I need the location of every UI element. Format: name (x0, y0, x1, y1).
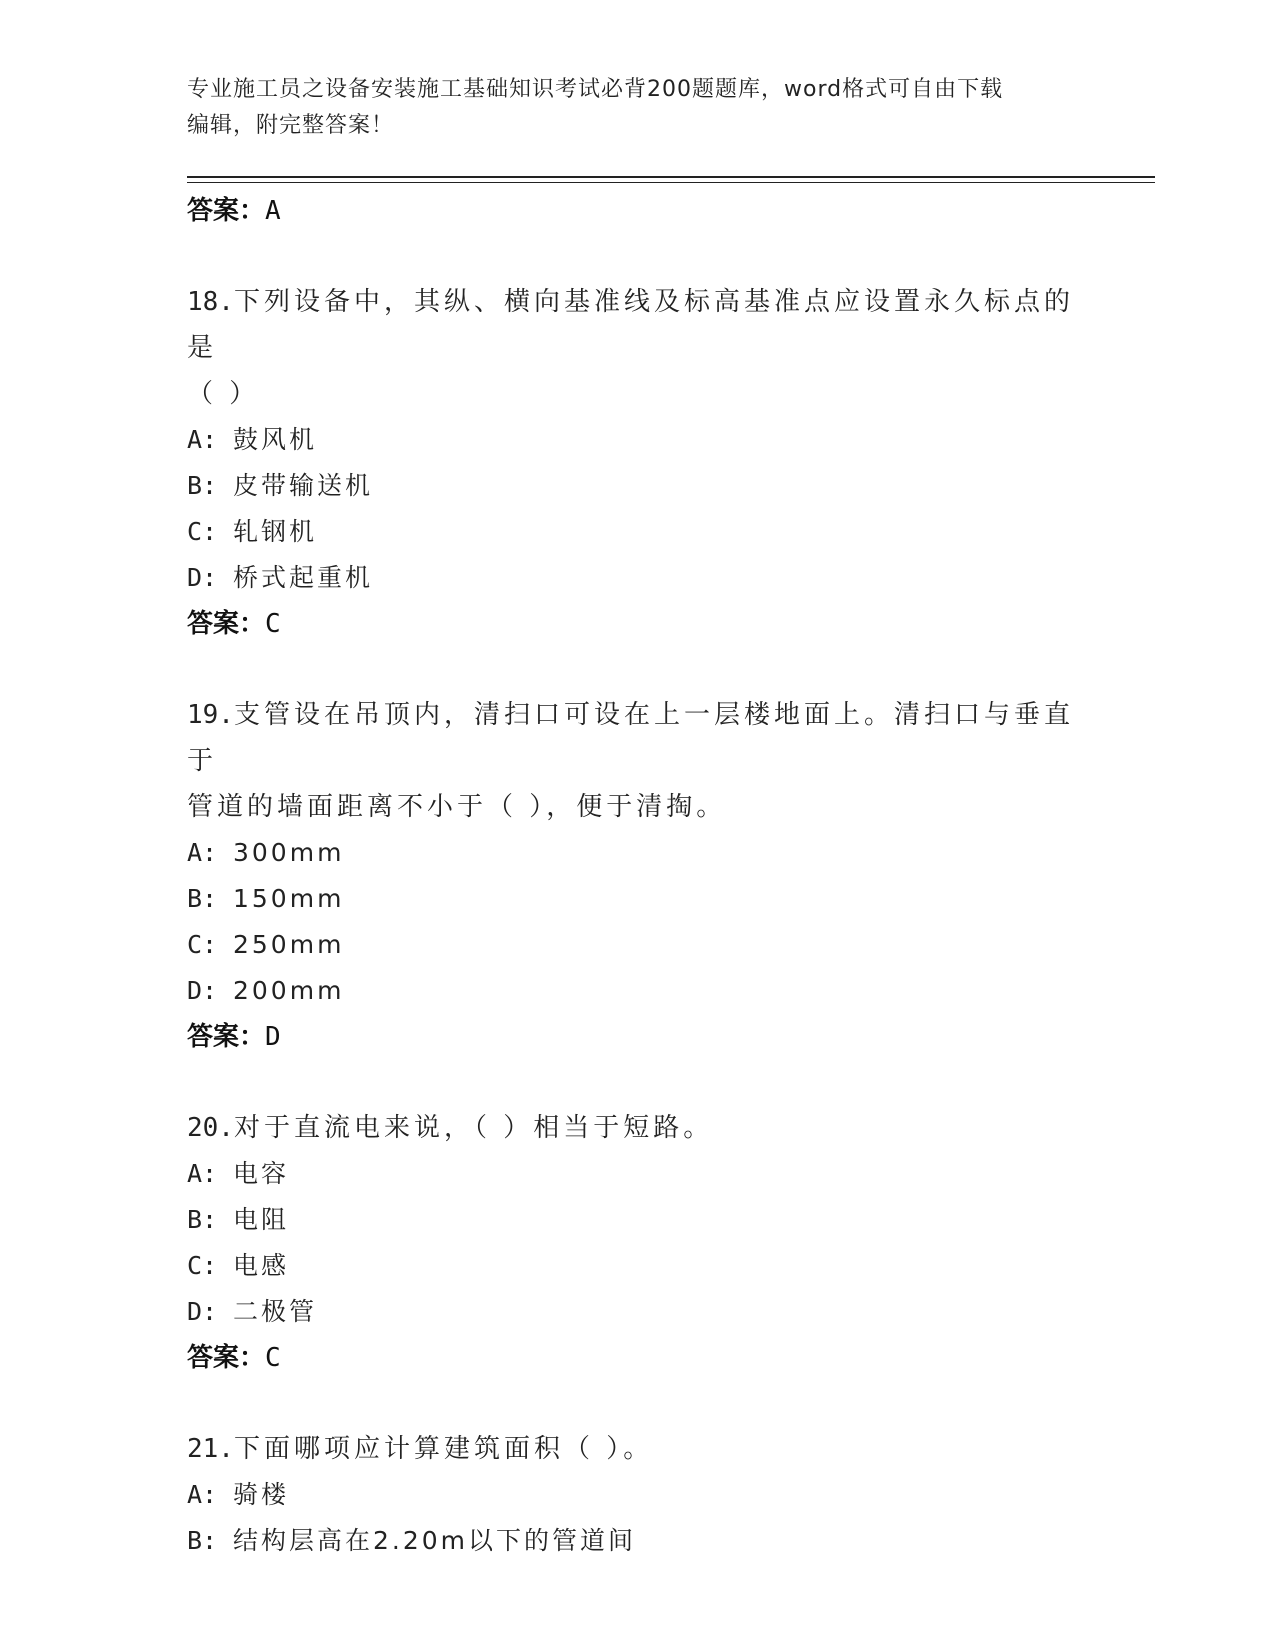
option-a (187, 830, 1087, 876)
option-text: 二极管 (233, 1297, 318, 1326)
spacer (187, 1060, 1087, 1105)
answer-label: 答案： (187, 609, 266, 639)
question-item (187, 1426, 1087, 1564)
option-letter: C: (187, 1251, 218, 1280)
question-text (187, 1426, 1087, 1472)
answer-value: C (265, 609, 281, 639)
option-d (187, 1289, 1087, 1335)
question-text (187, 1105, 1087, 1151)
option-d (187, 968, 1087, 1014)
answer-line (187, 188, 1087, 234)
option-b (187, 463, 1087, 509)
answer-line (187, 1014, 1087, 1060)
option-letter: A: (187, 1480, 218, 1509)
option-a (187, 417, 1087, 463)
answer-value: C (265, 1343, 281, 1373)
question-text-line-2: （ ） (187, 379, 260, 409)
option-text: 电阻 (233, 1205, 290, 1234)
option-letter: C: (187, 930, 218, 959)
option-letter: A: (187, 1159, 218, 1188)
option-text: 皮带输送机 (233, 471, 374, 500)
option-c (187, 509, 1087, 555)
question-item (187, 279, 1087, 647)
answer-line (187, 601, 1087, 647)
spacer (187, 234, 1087, 279)
question-text (187, 279, 1087, 371)
option-b (187, 1197, 1087, 1243)
answer-value: A (265, 196, 281, 226)
spacer (187, 647, 1087, 692)
option-a (187, 1151, 1087, 1197)
answer-label: 答案： (187, 1022, 266, 1052)
question-text (187, 692, 1087, 784)
option-b (187, 1518, 1087, 1564)
option-text: 250mm (233, 930, 345, 959)
option-text: 电容 (233, 1159, 290, 1188)
answer-label: 答案： (187, 1343, 266, 1373)
answer-label: 答案： (187, 196, 266, 226)
option-c (187, 922, 1087, 968)
option-letter: D: (187, 563, 218, 592)
header-divider-thick (187, 176, 1155, 178)
question-number: 21. (187, 1434, 234, 1464)
answer-value: D (265, 1022, 281, 1052)
answer-line (187, 1335, 1087, 1381)
question-text-line-1: 下列设备中，其纵、横向基准线及标高基准点应设置永久标点的是 (187, 287, 1074, 363)
option-text: 200mm (233, 976, 345, 1005)
question-number: 19. (187, 700, 234, 730)
option-letter: B: (187, 471, 218, 500)
option-c (187, 1243, 1087, 1289)
option-text: 结构层高在2.20m以下的管道间 (233, 1526, 637, 1555)
option-text: 骑楼 (233, 1480, 290, 1509)
option-b (187, 876, 1087, 922)
option-d (187, 555, 1087, 601)
page-header (187, 72, 1087, 144)
option-a (187, 1472, 1087, 1518)
option-letter: A: (187, 838, 218, 867)
option-letter: B: (187, 1526, 218, 1555)
header-divider-thin (187, 182, 1155, 183)
question-text-line-1: 支管设在吊顶内，清扫口可设在上一层楼地面上。清扫口与垂直于 (187, 700, 1074, 776)
question-item (187, 692, 1087, 1060)
question-number: 18. (187, 287, 234, 317)
option-text: 150mm (233, 884, 345, 913)
option-letter: A: (187, 425, 218, 454)
option-letter: B: (187, 1205, 218, 1234)
option-letter: C: (187, 517, 218, 546)
spacer (187, 1381, 1087, 1426)
option-letter: D: (187, 976, 218, 1005)
question-number: 20. (187, 1113, 234, 1143)
header-line-1: 专业施工员之设备安装施工基础知识考试必背200题题库，word格式可自由下载 (187, 77, 1004, 102)
option-text: 轧钢机 (233, 517, 318, 546)
question-text-line-2: 管道的墙面距离不小于（ ），便于清掏。 (187, 792, 727, 822)
option-text: 电感 (233, 1251, 290, 1280)
question-text-line-1: 对于直流电来说，（ ）相当于短路。 (233, 1113, 714, 1143)
option-text: 桥式起重机 (233, 563, 374, 592)
option-letter: B: (187, 884, 218, 913)
option-text: 300mm (233, 838, 345, 867)
question-text-line-1: 下面哪项应计算建筑面积（ ）。 (233, 1434, 654, 1464)
question-item (187, 1105, 1087, 1381)
question-list (187, 188, 1087, 1564)
option-text: 鼓风机 (233, 425, 318, 454)
option-letter: D: (187, 1297, 218, 1326)
header-line-2: 编辑，附完整答案！ (187, 113, 395, 138)
